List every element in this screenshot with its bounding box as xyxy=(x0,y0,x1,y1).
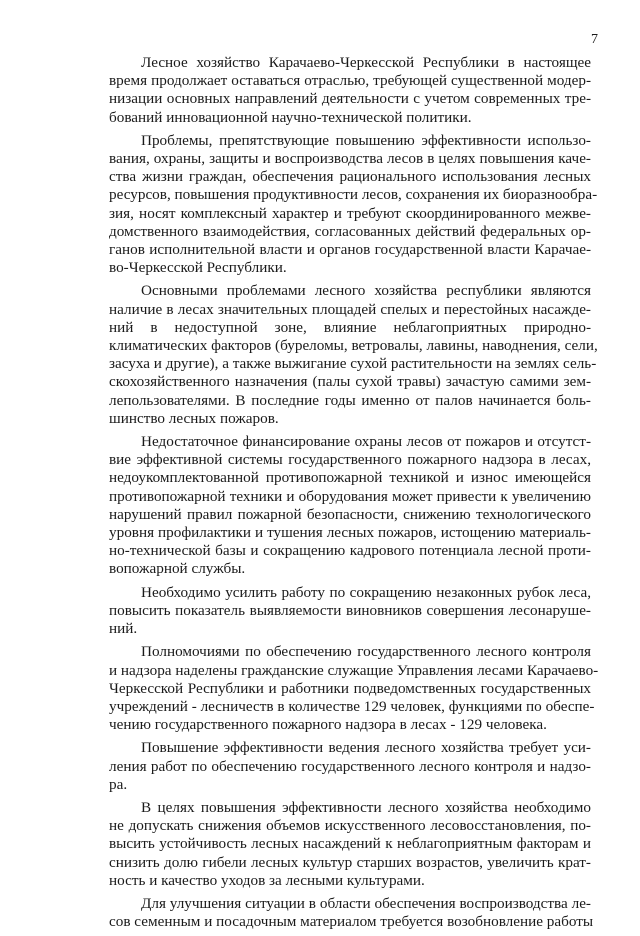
text-line: учреждений - лесничеств в количестве 129 человек, функциями по обеспе- xyxy=(109,697,595,715)
text-line: вие эффективной системы государственного пожарного надзора в лесах, xyxy=(109,451,591,469)
text-line: Повышение эффективности ведения лесного хозяйства требует уси- xyxy=(141,739,591,757)
text-line: ний. xyxy=(109,620,138,638)
text-line: зия, носят комплексный характер и требуют скоординированного межве- xyxy=(109,204,591,222)
text-line: Необходимо усилить работу по сокращению незаконных рубок леса, xyxy=(141,583,591,601)
text-line: вопожарной службы. xyxy=(109,560,246,578)
text-line: снизить долю гибели лесных культур старших возрастов, увеличить крат- xyxy=(109,853,591,871)
text-line: во-Черкесской Республики. xyxy=(109,259,287,277)
text-line: засуха и другие), а также выжигание сухой растительности на землях сель- xyxy=(109,355,597,373)
paragraph xyxy=(109,282,598,428)
paragraph xyxy=(109,643,599,734)
text-line: ганов исполнительной власти и органов государственной власти Карачае- xyxy=(109,241,591,259)
page-number: 7 xyxy=(591,32,598,47)
text-line: бований инновационной научно-технической политики. xyxy=(109,108,472,126)
text-line: не допускать снижения объемов искусственного лесовосстановления, по- xyxy=(109,817,591,835)
text-line: ресурсов, повышения продуктивности лесов, сохранения их биоразнообра- xyxy=(109,186,598,204)
paragraph xyxy=(109,584,591,639)
text-line: Недостаточное финансирование охраны лесов от пожаров и отсутст- xyxy=(141,433,591,451)
text-line: наличие в лесах значительных площадей спелых и перестойных насажде- xyxy=(109,300,591,318)
text-line: сов семенным и посадочным материалом требуется возобновление работы xyxy=(109,913,594,931)
text-line: противопожарной техники и оборудования может привести к увеличению xyxy=(109,487,591,505)
text-line: чению государственного пожарного надзора в лесах - 129 человека. xyxy=(109,716,547,734)
text-line: Лесное хозяйство Карачаево-Черкесской Республики в настоящее xyxy=(141,54,591,71)
text-line: высить устойчивость лесных насаждений к неблагоприятным факторам и xyxy=(109,835,591,853)
text-line: Проблемы, препятствующие повышению эффективности использо- xyxy=(141,131,591,149)
text-line: скохозяйственного назначения (палы сухой травы) зачастую самими зем- xyxy=(109,373,591,391)
document-body xyxy=(109,54,599,936)
text-line: ления работ по обеспечению государственного лесного контроля и надзо- xyxy=(109,757,591,775)
text-line: В целях повышения эффективности лесного хозяйства необходимо xyxy=(141,798,591,816)
paragraph xyxy=(109,894,594,931)
text-line: ства жизни граждан, обеспечения рационального использования лесных xyxy=(109,168,591,186)
text-line: домственного взаимодействия, согласованных действий федеральных ор- xyxy=(109,222,591,240)
paragraph xyxy=(109,433,591,579)
paragraph xyxy=(109,131,598,278)
text-line: ность и качество уходов за лесными культурами. xyxy=(109,871,425,889)
text-line: и надзора наделены гражданские служащие Управления лесами Карачаево- xyxy=(109,661,599,679)
text-line: Черкесской Республики и работники подведомственных государственных xyxy=(109,679,591,697)
paragraph xyxy=(109,54,591,127)
text-line: недоукомплектованной противопожарной техникой и износ имеющейся xyxy=(109,469,591,487)
text-line: лепользователями. В последние годы именно от палов начинается боль- xyxy=(109,391,591,409)
text-line: время продолжает оставаться отраслью, требующей существенной модер- xyxy=(109,72,591,90)
text-line: Полномочиями по обеспечению государственного лесного контроля xyxy=(141,643,591,661)
paragraph xyxy=(109,799,591,890)
text-line: климатических факторов (буреломы, ветровалы, лавины, наводнения, сели, xyxy=(109,337,598,355)
text-line: повысить показатель выявляемости виновников совершения лесонаруше- xyxy=(109,601,591,619)
text-line: ра. xyxy=(109,775,128,793)
text-line: но-технической базы и сокращению кадрового потенциала лесной проти- xyxy=(109,542,591,560)
text-line: вания, охраны, защиты и воспроизводства лесов в целях повышения каче- xyxy=(109,150,591,168)
text-line: уровня профилактики и тушения лесных пожаров, истощению материаль- xyxy=(109,524,591,542)
text-line: шинство лесных пожаров. xyxy=(109,409,279,427)
paragraph xyxy=(109,739,591,794)
text-line: низации основных направлений деятельности с учетом современных тре- xyxy=(109,90,591,108)
text-line: ний в недоступной зоне, влияние неблагоприятных природно- xyxy=(109,318,591,336)
text-line: Основными проблемами лесного хозяйства республики являются xyxy=(141,282,591,300)
text-line: Для улучшения ситуации в области обеспечения воспроизводства ле- xyxy=(141,894,591,912)
text-line: нарушений правил пожарной безопасности, снижению технологического xyxy=(109,505,591,523)
